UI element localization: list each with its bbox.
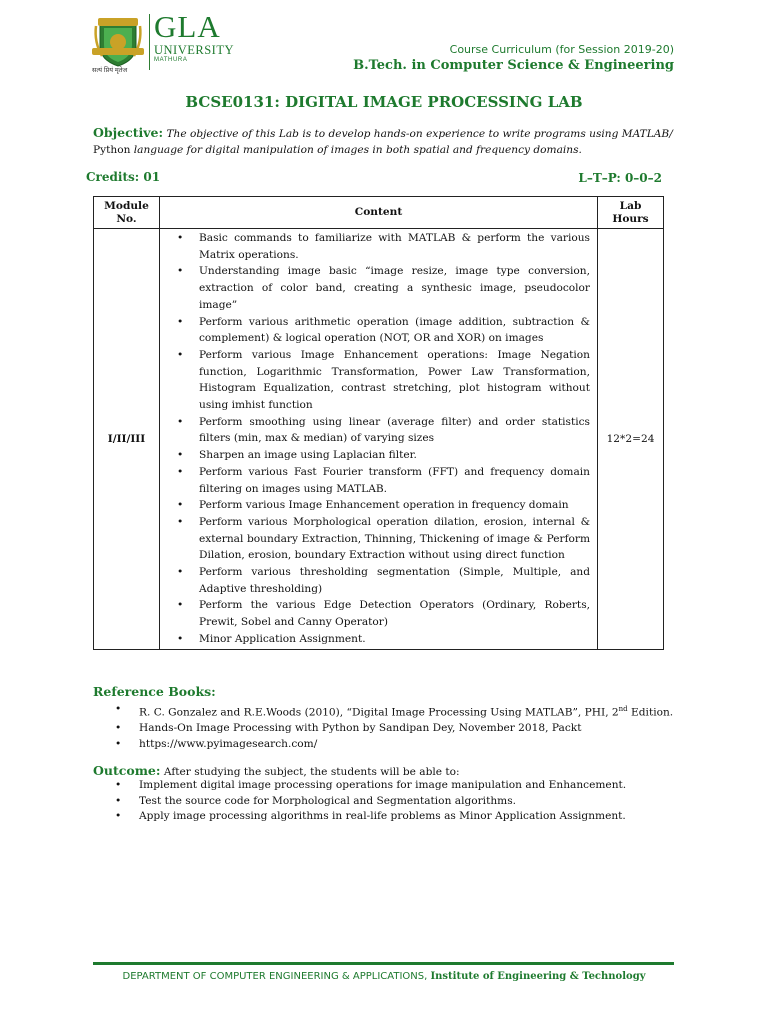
page-footer (0, 971, 768, 982)
list-item: • Perform various arithmetic operation (image addition, subtraction & complement) & logical operation (NOT, OR and XOR) on images (167, 314, 590, 347)
logo-divider (149, 14, 150, 70)
header-module: Module No. (94, 197, 160, 229)
lab-hours: 12*2=24 (598, 229, 664, 650)
list-item: • Hands-On Image Processing with Python by Sandipan Dey, November 2018, Packt (93, 721, 673, 737)
footer-institute: Institute of Engineering & Technology (430, 971, 646, 982)
reference-link[interactable]: • https://www.pyimagesearch.com/ (93, 737, 673, 753)
objective-text-part1: The objective of this Lab is to develop hands-on experience to write programs using MATLAB/ (166, 128, 673, 140)
table-header-row (94, 197, 664, 229)
footer-department: DEPARTMENT OF COMPUTER ENGINEERING & APPLICATIONS, (122, 971, 428, 982)
list-item: • Implement digital image processing operations for image manipulation and Enhancement. (93, 778, 626, 794)
list-item: • Perform various thresholding segmentation (Simple, Multiple, and Adaptive thresholding) (167, 564, 590, 597)
logo-city: MATHURA (154, 57, 188, 63)
list-item: • Perform various Fast Fourier transform (FFT) and frequency domain filtering on images using MATLAB. (167, 464, 590, 497)
header-lab-hours: Lab Hours (598, 197, 664, 229)
footer-rule (93, 962, 674, 965)
list-item: • Understanding image basic “image resize, image type conversion, extraction of color band, creating a synthesic image, pseudocolor image” (167, 263, 590, 313)
outcome-paragraph (93, 763, 460, 778)
objective-text-part2: language for digital manipulation of images in both spatial and frequency domains. (133, 144, 582, 156)
university-logo (90, 9, 240, 74)
outcome-intro: After studying the subject, the students will be able to: (163, 766, 460, 778)
table-row (94, 229, 664, 650)
list-item: • Apply image processing algorithms in real-life problems as Minor Application Assignment. (93, 809, 626, 825)
logo-subtitle: UNIVERSITY (154, 43, 234, 57)
curriculum-session: Course Curriculum (for Session 2019-20) (449, 43, 674, 56)
list-item: • Test the source code for Morphological and Segmentation algorithms. (93, 794, 626, 810)
program-name: B.Tech. in Computer Science & Engineering (353, 58, 674, 73)
topic-list (167, 230, 590, 648)
outcome-list (93, 778, 626, 825)
list-item: • Sharpen an image using Laplacian filter. (167, 447, 590, 464)
outcome-label: Outcome: (93, 763, 161, 778)
university-crest-icon (90, 12, 146, 68)
reference-list (93, 702, 673, 752)
list-item: • Perform various Image Enhancement operations: Image Negation function, Logarithmic Transformation, Power Law Transformation, Histogram Equalization, contrast stretching, plot histogram without using imhist function (167, 347, 590, 414)
course-title: BCSE0131: DIGITAL IMAGE PROCESSING LAB (185, 93, 583, 111)
list-item: • Perform smoothing using linear (average filter) and order statistics filters (min, max & median) of varying sizes (167, 414, 590, 447)
objective-text-python: Python (93, 144, 131, 156)
objective-label: Objective: (93, 125, 164, 140)
list-item: • R. C. Gonzalez and R.E.Woods (2010), “Digital Image Processing Using MATLAB”, PHI, 2nd Edition. (93, 702, 673, 721)
list-item: • Perform various Morphological operation dilation, erosion, internal & external boundary Extraction, Thinning, Thickening of image & Perform Dilation, erosion, boundary Extraction without using direct function (167, 514, 590, 564)
list-item: • Perform the various Edge Detection Operators (Ordinary, Roberts, Prewit, Sobel and Canny Operator) (167, 597, 590, 630)
list-item: • Basic commands to familiarize with MATLAB & perform the various Matrix operations. (167, 230, 590, 263)
reference-books-heading: Reference Books: (93, 684, 216, 699)
module-number: I/II/III (94, 229, 160, 650)
credits: Credits: 01 (86, 170, 161, 184)
ltp-structure: L–T–P: 0–0–2 (578, 171, 662, 185)
syllabus-table (93, 196, 664, 650)
logo-motto: सत्यं प्रियं मृतेज (92, 67, 128, 74)
module-content (160, 229, 598, 650)
objective-paragraph (93, 125, 683, 158)
list-item: • Minor Application Assignment. (167, 631, 590, 648)
header-content: Content (160, 197, 598, 229)
logo-name: GLA (154, 9, 221, 44)
list-item: • Perform various Image Enhancement operation in frequency domain (167, 497, 590, 514)
